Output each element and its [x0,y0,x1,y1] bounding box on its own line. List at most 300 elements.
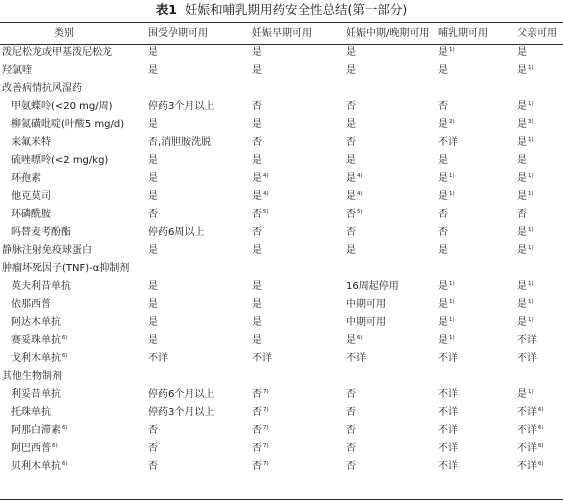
cell-text: 戈利木单抗 [11,353,61,364]
footnote-marker: 1) [528,245,534,251]
footnote-marker: 6) [62,461,68,467]
table-cell [148,422,252,440]
cell-text: 否 [252,137,262,148]
cell-text: 是 [148,173,158,184]
section-label: 改善病情抗风湿药 [2,83,82,94]
table-cell [252,458,346,476]
table-cell [346,350,438,368]
section-header-row [0,368,563,386]
cell-text: 否 [252,425,262,436]
cell-text: 否 [252,407,262,418]
cell-text: 是 [148,245,158,256]
drug-name-cell [0,170,148,188]
table-cell [252,152,346,170]
cell-text: 是 [517,389,527,400]
drug-name-cell [0,224,148,242]
cell-text: 泼尼松龙或甲基泼尼松龙 [2,47,112,58]
cell-text: 是 [148,191,158,202]
table-cell [438,134,517,152]
table-row [0,98,563,116]
cell-text: 是 [148,299,158,310]
table-row [0,278,563,296]
cell-text: 中期可用 [346,317,386,328]
cell-text: 是 [346,65,356,76]
table-cell [346,98,438,116]
drug-name-cell [0,278,148,296]
table-cell [148,296,252,314]
cell-text: 是 [148,47,158,58]
footnote-marker: 6) [62,425,68,431]
table-cell [517,422,563,440]
table-cell [148,350,252,368]
cell-text: 是 [252,65,262,76]
table-cell [517,44,563,62]
table-cell [148,242,252,260]
drug-name-cell [0,296,148,314]
cell-text: 否 [346,137,356,148]
cell-text: 英夫利昔单抗 [11,281,71,292]
footnote-marker: 1) [528,137,534,143]
table-cell [438,152,517,170]
cell-text: 否 [438,227,448,238]
cell-text: 是 [346,335,356,346]
cell-text: 不详 [517,353,537,364]
table-cell [148,116,252,134]
table-cell [517,242,563,260]
cell-text: 停药3个月以上 [148,407,215,418]
table-cell [148,440,252,458]
table-row [0,170,563,188]
footnote-marker: 3) [528,119,534,125]
cell-text: 是 [517,65,527,76]
cell-text: 是 [517,191,527,202]
table-cell [517,404,563,422]
table-cell [517,134,563,152]
table-cell [346,458,438,476]
table-cell [346,278,438,296]
table-cell [252,62,346,80]
table-cell [517,152,563,170]
cell-text: 是 [517,227,527,238]
cell-text: 是 [148,65,158,76]
footnote-marker: 4) [357,173,363,179]
cell-text: 是 [517,155,527,166]
cell-text: 是 [517,245,527,256]
cell-text: 否 [148,461,158,472]
cell-text: 是 [438,299,448,310]
footnote-marker: 6) [538,407,544,413]
footnote-marker: 7) [263,443,269,449]
cell-text: 不详 [438,443,458,454]
table-cell [252,386,346,404]
footnote-marker: 1) [528,389,534,395]
cell-text: 是 [148,335,158,346]
table-cell [438,206,517,224]
cell-text: 是 [438,317,448,328]
cell-text: 不详 [438,353,458,364]
drug-name-cell [0,62,148,80]
table-row [0,224,563,242]
cell-text: 是 [252,119,262,130]
table-cell [148,224,252,242]
table-cell [252,278,346,296]
drug-name-cell [0,242,148,260]
cell-text: 阿达木单抗 [11,317,61,328]
table-cell [148,134,252,152]
cell-text: 是 [517,101,527,112]
table-cell [252,350,346,368]
cell-text: 是 [438,191,448,202]
table-cell [438,188,517,206]
cell-text: 否 [346,407,356,418]
table-row [0,458,563,476]
drug-name-cell [0,386,148,404]
table-cell [148,188,252,206]
table-cell [517,386,563,404]
cell-text: 硫唑嘌呤(<2 mg/kg) [11,155,109,166]
section-header-row [0,80,563,98]
table-cell [148,386,252,404]
cell-text: 不详 [517,461,537,472]
cell-text: 不详 [517,335,537,346]
table-cell [148,314,252,332]
footnote-marker: 1) [528,299,534,305]
cell-text: 否 [148,209,158,220]
cell-text: 是 [346,47,356,58]
cell-text: 不详 [517,443,537,454]
cell-text: 是 [346,119,356,130]
table-cell [252,404,346,422]
drug-name-cell [0,44,148,62]
cell-text: 否 [252,227,262,238]
table-cell [346,314,438,332]
footnote-marker: 1) [528,65,534,71]
cell-text: 是 [148,317,158,328]
table-cell [148,44,252,62]
table-cell [517,170,563,188]
cell-text: 不详 [438,407,458,418]
cell-text: 是 [252,155,262,166]
cell-text: 柳氮磺吡啶(叶酸5 mg/d) [11,119,125,130]
cell-text: 不详 [517,407,537,418]
cell-text: 是 [438,335,448,346]
drug-name-cell [0,116,148,134]
cell-text: 否 [252,461,262,472]
table-cell [252,44,346,62]
footnote-marker: 7) [263,407,269,413]
column-header-paternal: 父亲可用 [517,27,557,39]
cell-text: 是 [438,155,448,166]
table-cell [148,206,252,224]
table-cell [438,44,517,62]
cell-text: 否 [148,443,158,454]
table-cell [346,422,438,440]
cell-text: 吗替麦考酚酯 [11,227,71,238]
cell-text: 静脉注射免疫球蛋白 [2,245,92,256]
table-cell [252,422,346,440]
cell-text: 不详 [438,137,458,148]
column-header-periconception: 围受孕期可用 [148,27,208,39]
cell-text: 是 [346,173,356,184]
table-cell [148,170,252,188]
table-cell [252,116,346,134]
footnote-marker: 1) [449,281,455,287]
cell-text: 16周起停用 [346,281,399,292]
table-cell [252,314,346,332]
footnote-marker: 2) [449,119,455,125]
table-cell [438,62,517,80]
table-cell [517,458,563,476]
table-cell [438,350,517,368]
footnote-marker: 1) [449,191,455,197]
table-row [0,296,563,314]
cell-text: 是 [252,299,262,310]
table-cell [438,314,517,332]
cell-text: 否 [346,461,356,472]
table-cell [438,386,517,404]
footnote-marker: 4) [263,173,269,179]
cell-text: 是 [252,317,262,328]
cell-text: 是 [252,173,262,184]
cell-text: 环磷酰胺 [11,209,51,220]
bottom-rule [0,499,563,500]
cell-text: 否 [438,101,448,112]
table-cell [148,98,252,116]
cell-text: 是 [148,119,158,130]
table-cell [346,440,438,458]
table-row [0,404,563,422]
cell-text: 否 [346,227,356,238]
table-cell [346,296,438,314]
drug-name-cell [0,404,148,422]
table-row [0,242,563,260]
table-cell [148,404,252,422]
drug-name-cell [0,152,148,170]
table-row [0,386,563,404]
footnote-marker: 1) [528,317,534,323]
table-cell [517,278,563,296]
table-cell [438,422,517,440]
footnote-marker: 1) [449,173,455,179]
table-cell [252,188,346,206]
drug-name-cell [0,98,148,116]
cell-text: 依那西普 [11,299,51,310]
cell-text: 是 [438,281,448,292]
footnote-marker: 6) [538,461,544,467]
cell-text: 不详 [252,353,272,364]
table-cell [346,206,438,224]
table-cell [517,440,563,458]
cell-text: 是 [252,47,262,58]
cell-text: 羟氯喹 [2,65,32,76]
cell-text: 不详 [148,353,168,364]
cell-text: 是 [517,137,527,148]
table-cell [346,116,438,134]
footnote-marker: 6) [62,353,68,359]
section-label: 其他生物制剂 [2,371,62,382]
cell-text: 停药6周以上 [148,227,205,238]
footnote-marker: 6) [62,335,68,341]
table-cell [346,152,438,170]
table-cell [346,332,438,350]
cell-text: 不详 [346,353,366,364]
table-cell [438,404,517,422]
footnote-marker: 6) [357,335,363,341]
cell-text: 来氟米特 [11,137,51,148]
drug-name-cell [0,188,148,206]
table-row [0,44,563,62]
footnote-marker: 1) [528,281,534,287]
cell-text: 是 [438,119,448,130]
table-number: 表1 [155,2,177,17]
footnote-marker: 4) [357,191,363,197]
cell-text: 停药6个月以上 [148,389,215,400]
table-cell [517,62,563,80]
cell-text: 不详 [438,389,458,400]
table-cell [517,332,563,350]
cell-text: 阿巴西普 [11,443,51,454]
table-cell [438,224,517,242]
footnote-marker: 6) [52,443,58,449]
table-cell [346,44,438,62]
table-cell [148,62,252,80]
cell-text: 否 [517,209,527,220]
cell-text: 中期可用 [346,299,386,310]
drug-name-cell [0,458,148,476]
table-cell [438,98,517,116]
footnote-marker: 1) [449,47,455,53]
table-cell [346,224,438,242]
drug-name-cell [0,332,148,350]
table-cell [148,458,252,476]
table-cell [517,206,563,224]
cell-text: 托珠单抗 [11,407,51,418]
table-cell [252,332,346,350]
footnote-marker: 4) [263,191,269,197]
drug-name-cell [0,206,148,224]
cell-text: 不详 [438,461,458,472]
cell-text: 环孢素 [11,173,41,184]
cell-text: 是 [438,47,448,58]
cell-text: 是 [148,281,158,292]
column-header-category: 类别 [54,27,74,39]
footnote-marker: 5) [263,209,269,215]
drug-safety-table [0,23,563,476]
cell-text: 贝利木单抗 [11,461,61,472]
table-cell [252,242,346,260]
cell-text: 是 [517,281,527,292]
table-cell [346,386,438,404]
cell-text: 阿那白滞素 [11,425,61,436]
table-cell [252,224,346,242]
cell-text: 是 [438,65,448,76]
table-cell [346,170,438,188]
table-title [0,2,563,18]
drug-name-cell [0,350,148,368]
table-row [0,206,563,224]
footnote-marker: 1) [528,191,534,197]
table-row [0,314,563,332]
cell-text: 是 [346,245,356,256]
cell-text: 利妥昔单抗 [11,389,61,400]
table-cell [438,278,517,296]
table-cell [346,62,438,80]
footnote-marker: 1) [449,299,455,305]
table-cell [438,458,517,476]
table-cell [252,206,346,224]
table-cell [346,242,438,260]
footnote-marker: 1) [528,101,534,107]
drug-name-cell [0,422,148,440]
table-cell [346,188,438,206]
cell-text: 否 [252,443,262,454]
header-row [0,23,563,44]
table-row [0,152,563,170]
footnote-marker: 1) [449,335,455,341]
cell-text: 是 [438,245,448,256]
table-row [0,332,563,350]
table-row [0,188,563,206]
cell-text: 是 [346,155,356,166]
cell-text: 否 [346,389,356,400]
table-cell [252,98,346,116]
table-cell [517,188,563,206]
table-cell [438,116,517,134]
table-cell [438,170,517,188]
table-row [0,440,563,458]
footnote-marker: 1) [528,173,534,179]
cell-text: 否 [438,209,448,220]
cell-text: 是 [346,191,356,202]
cell-text: 否 [148,425,158,436]
table-cell [517,350,563,368]
cell-text: 赛妥珠单抗 [11,335,61,346]
cell-text: 他克莫司 [11,191,51,202]
table-cell [438,296,517,314]
table-cell [517,296,563,314]
column-header-first-trimester: 妊娠早期可用 [252,27,312,39]
drug-name-cell [0,440,148,458]
footnote-marker: 7) [263,389,269,395]
table-cell [517,116,563,134]
cell-text: 否 [252,209,262,220]
cell-text: 停药3个月以上 [148,101,215,112]
table-cell [517,224,563,242]
table-body [0,44,563,476]
cell-text: 否 [346,443,356,454]
table-cell [252,296,346,314]
cell-text: 不详 [517,425,537,436]
table-cell [252,440,346,458]
cell-text: 甲氨蝶呤(<20 mg/周) [11,101,113,112]
cell-text: 否 [346,425,356,436]
cell-text: 否 [346,101,356,112]
table-cell [148,278,252,296]
cell-text: 否 [346,209,356,220]
cell-text: 是 [517,299,527,310]
column-header-lactation: 哺乳期可用 [438,27,488,39]
cell-text: 否,消胆胺洗脱 [148,137,212,148]
footnote-marker: 5) [357,209,363,215]
table-caption: 妊娠和哺乳期用药安全性总结(第一部分) [184,2,408,17]
drug-name-cell [0,314,148,332]
column-header-later-trimesters: 妊娠中期/晚期可用 [346,27,430,39]
cell-text: 是 [517,173,527,184]
cell-text: 是 [252,335,262,346]
cell-text: 是 [517,119,527,130]
table-row [0,350,563,368]
footnote-marker: 7) [263,461,269,467]
